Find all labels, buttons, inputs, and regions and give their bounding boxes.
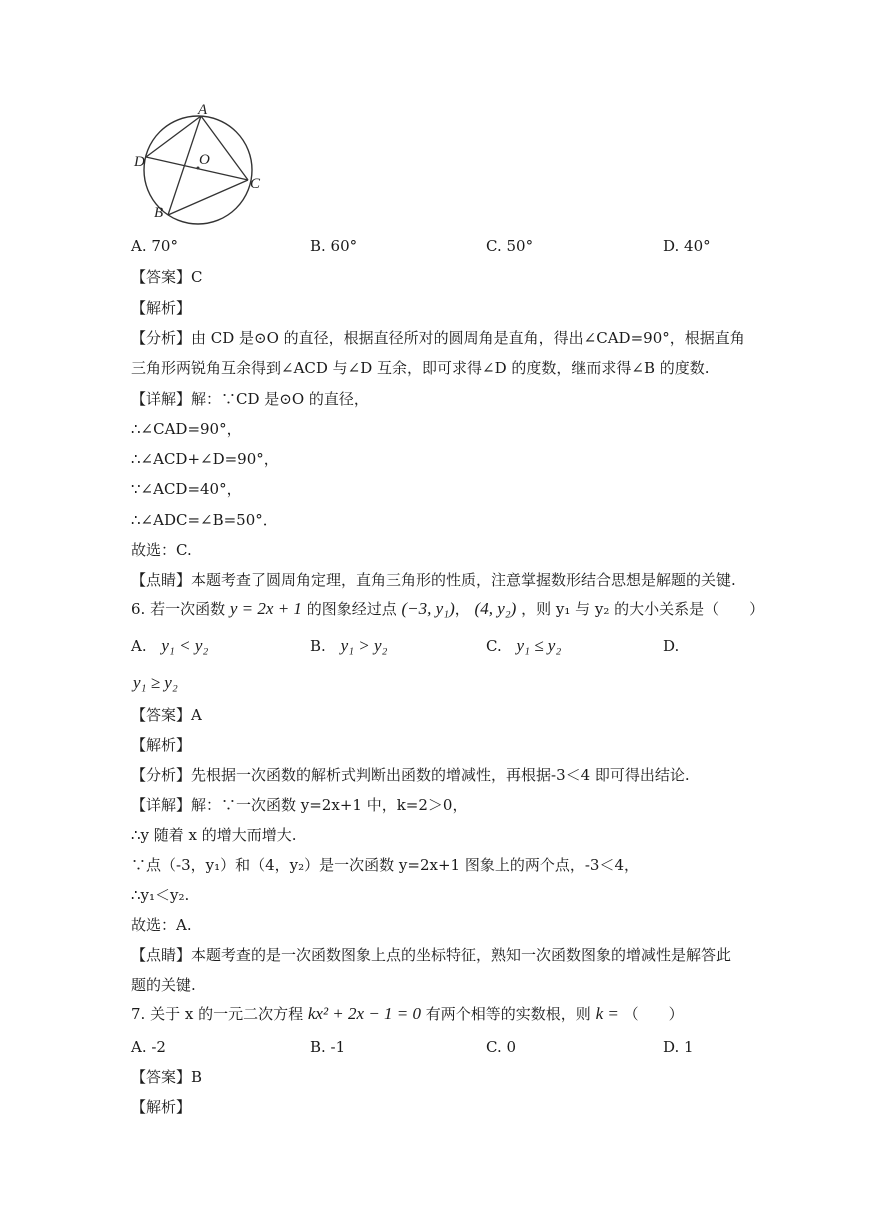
q6-option-d-label: D.	[663, 637, 680, 655]
q7-option-a: A. -2	[131, 1038, 166, 1056]
segment-bc	[168, 180, 248, 215]
q5-step-3: ∵∠ACD=40°，	[131, 480, 242, 498]
q6-fenxi: 【分析】先根据一次函数的解析式判断出函数的增减性，再根据-3＜4 即可得出结论.	[131, 766, 690, 784]
q7-answer: 【答案】B	[131, 1068, 203, 1086]
q5-fenxi-line-1: 【分析】由 CD 是⊙O 的直径，根据直径所对的圆周角是直角，得出∠CAD=90°，根据直角	[131, 329, 745, 347]
q5-option-c: C. 50°	[486, 237, 534, 255]
q6-stem-pre: 6. 若一次函数	[131, 600, 226, 618]
q6-point-1: (−3, y₁)	[401, 599, 455, 618]
q5-step-4: ∴∠ADC=∠B=50°．	[131, 511, 278, 529]
q6-option-a-label: A.	[131, 637, 147, 655]
q6-option-b	[310, 636, 387, 656]
q5-comment: 【点睛】本题考查了圆周角定理，直角三角形的性质，注意掌握数形结合思想是解题的关键.	[131, 571, 736, 589]
q6-step-1: ∴y 随着 x 的增大而增大.	[131, 826, 297, 844]
q6-option-a	[131, 636, 208, 656]
q6-step-3: ∴y₁＜y₂.	[131, 886, 190, 904]
q6-option-c-label: C.	[486, 637, 502, 655]
q6-detail: 【详解】解：∵一次函数 y=2x+1 中，k=2＞0，	[131, 796, 468, 814]
q6-stem-mid: 的图象经过点	[306, 600, 397, 618]
q5-answer: 【答案】C	[131, 268, 203, 286]
q5-choose: 故选：C.	[131, 541, 192, 559]
circle-figure	[128, 100, 278, 225]
q7-analysis-heading: 【解析】	[131, 1098, 192, 1116]
q6-option-b-value: y₁ > y₂	[340, 636, 388, 655]
q6-option-a-value: y₁ < y₂	[161, 636, 209, 655]
q6-option-d-value: y₁ ≥ y₂	[133, 673, 178, 692]
q5-option-d: D. 40°	[663, 237, 711, 255]
q5-step-2: ∴∠ACD+∠D=90°，	[131, 450, 279, 468]
q6-stem-post: ，则 y₁ 与 y₂ 的大小关系是（ ）	[521, 600, 765, 618]
label-b: B	[154, 205, 164, 221]
q6-point-2: (4, y₂)	[474, 599, 517, 618]
q6-choose: 故选：A.	[131, 916, 192, 934]
label-o: O	[199, 152, 210, 168]
q7-k: k =	[595, 1004, 619, 1023]
q6-option-c-value: y₁ ≤ y₂	[516, 636, 562, 655]
q7-option-b: B. -1	[310, 1038, 346, 1056]
label-c: C	[250, 176, 261, 192]
q7-option-d: D. 1	[663, 1038, 694, 1056]
q6-stem: 6. 若一次函数 y = 2x + 1 的图象经过点 (−3, y₁)， (4, y₂) ，则 y₁ 与 y₂ 的大小关系是（ ）	[131, 599, 765, 618]
q6-option-c	[486, 636, 561, 656]
label-a: A	[198, 102, 208, 118]
q7-stem-pre: 7. 关于 x 的一元二次方程	[131, 1005, 304, 1023]
q7-equation: kx² + 2x − 1 = 0	[307, 1004, 422, 1023]
q5-fenxi-line-2: 三角形两锐角互余得到∠ACD 与∠D 互余，即可求得∠D 的度数，继而求得∠B 的度数.	[131, 359, 710, 377]
q5-detail: 【详解】解：∵CD 是⊙O 的直径，	[131, 390, 369, 408]
q7-option-c: C. 0	[486, 1038, 517, 1056]
q6-answer: 【答案】A	[131, 706, 202, 724]
q6-option-b-label: B.	[310, 637, 326, 655]
q6-analysis-heading: 【解析】	[131, 736, 192, 754]
q7-stem	[131, 1004, 684, 1024]
q7-stem-end: （ ）	[623, 1005, 684, 1023]
q5-option-b: B. 60°	[310, 237, 358, 255]
q7-stem-post: 有两个相等的实数根，则	[425, 1005, 591, 1023]
q5-analysis-heading: 【解析】	[131, 299, 192, 317]
segment-ab	[168, 116, 201, 215]
q6-step-2: ∵点（-3，y₁）和（4，y₂）是一次函数 y=2x+1 图象上的两个点，-3＜4，	[131, 856, 639, 874]
q6-comment-line-1: 【点睛】本题考查的是一次函数图象上点的坐标特征，熟知一次函数图象的增减性是解答此	[131, 946, 732, 964]
q6-function: y = 2x + 1	[229, 599, 302, 618]
q5-step-1: ∴∠CAD=90°，	[131, 420, 242, 438]
q6-comment-line-2: 题的关键.	[131, 976, 196, 994]
label-d: D	[134, 154, 145, 170]
q5-option-a: A. 70°	[131, 237, 178, 255]
